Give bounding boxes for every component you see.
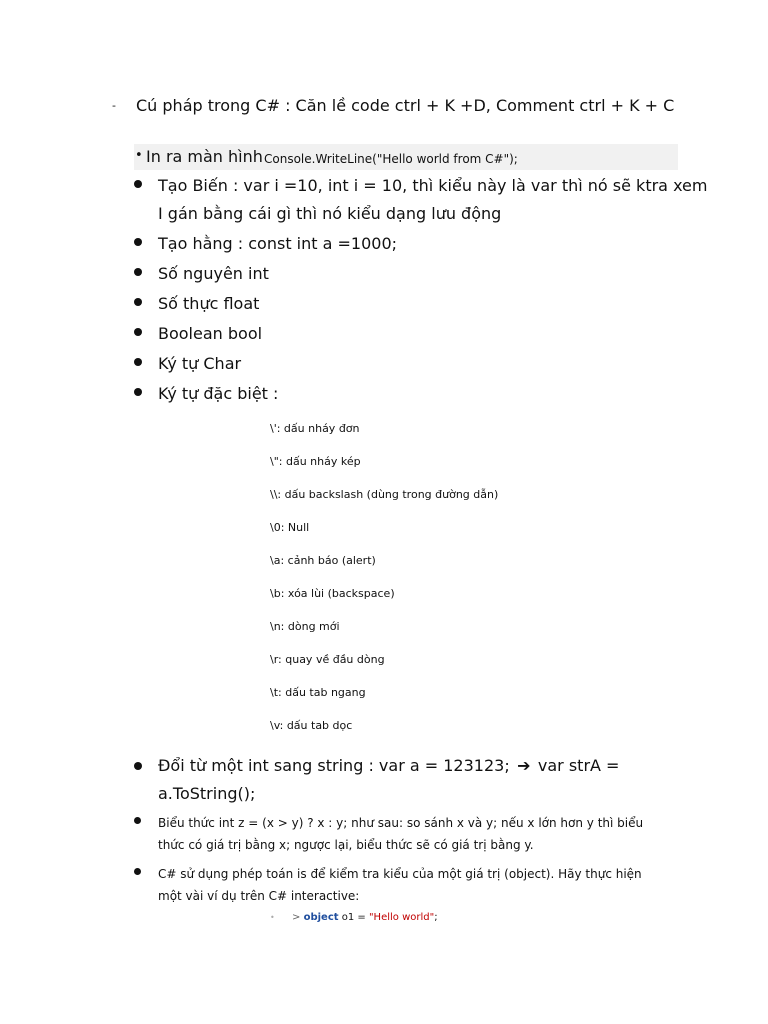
conversion-text-after: var strA = — [537, 756, 620, 775]
code-example-row — [270, 908, 530, 928]
code-example-line — [292, 908, 438, 928]
special-char-null: \0: Null — [270, 521, 310, 534]
bullet-float — [134, 290, 724, 320]
special-char-backspace: \b: xóa lùi (backspace) — [270, 587, 395, 600]
special-char-backslash: \\: dấu backslash (dùng trong đường dẫn) — [270, 488, 499, 501]
bullet-marker — [134, 268, 142, 276]
ternary-line-1: Biểu thức int z = (x > y) ? x : y; như sau: so sánh x và y; nếu x lớn hơn y thì biểu — [158, 816, 644, 830]
bullet-marker — [134, 358, 142, 366]
code-keyword-object: object — [303, 912, 339, 923]
bullet-marker — [134, 328, 142, 336]
bullet-marker — [134, 817, 141, 824]
ternary-line-2: thức có giá trị bằng x; ngược lại, biểu thức sẽ có giá trị bằng y. — [158, 838, 534, 852]
special-char-vertical-tab: \v: dấu tab dọc — [270, 719, 353, 732]
bullet-marker: • — [135, 148, 143, 163]
bullet-marker — [134, 762, 142, 770]
variable-line-1: Tạo Biến : var i =10, int i = 10, thì kiểu này là var thì nó sẽ ktra xem — [158, 176, 708, 195]
bool-text: Boolean bool — [158, 324, 263, 343]
float-text: Số thực float — [158, 294, 260, 313]
special-chars-title: Ký tự đặc biệt : — [158, 384, 279, 403]
bullet-special-chars — [134, 380, 724, 410]
bullet-marker — [134, 868, 141, 875]
special-char-horizontal-tab: \t: dấu tab ngang — [270, 686, 366, 699]
bullet-ternary-expression — [134, 812, 724, 858]
right-arrow-icon: ➔ — [517, 756, 531, 775]
print-item-label: In ra màn hình — [146, 147, 263, 166]
special-char-newline: \n: dòng mới — [270, 620, 340, 633]
constant-text: Tạo hằng : const int a =1000; — [158, 234, 398, 253]
bullet-create-constant — [134, 230, 724, 260]
syntax-heading-row — [112, 94, 732, 120]
conversion-text-before: Đổi từ một int sang string : var a = 123123; — [158, 756, 510, 775]
bullet-marker — [134, 388, 142, 396]
special-char-double-quote: \": dấu nháy kép — [270, 455, 361, 468]
char-text: Ký tự Char — [158, 354, 242, 373]
bullet-is-operator — [134, 863, 724, 909]
print-item-highlighted-row — [134, 144, 678, 170]
bullet-create-variable — [134, 172, 724, 230]
variable-line-2: I gán bằng cái gì thì nó kiểu dạng lưu động — [158, 204, 502, 223]
special-char-alert: \a: cảnh báo (alert) — [270, 554, 376, 567]
bullet-bool — [134, 320, 724, 350]
int-text: Số nguyên int — [158, 264, 269, 283]
code-string-literal: "Hello world" — [368, 912, 435, 923]
syntax-heading-text: Cú pháp trong C# : Căn lề code ctrl + K +D, Comment ctrl + K + C — [136, 96, 675, 115]
bullet-int — [134, 260, 724, 290]
bullet-int-to-string — [134, 752, 724, 810]
sub-bullet-marker: • — [270, 913, 275, 922]
bullet-char — [134, 350, 724, 380]
bullet-marker — [134, 298, 142, 306]
print-item-code: Console.WriteLine("Hello world from C#"); — [264, 152, 518, 166]
bullet-marker — [134, 238, 142, 246]
conversion-line-2: a.ToString(); — [158, 784, 256, 803]
special-char-single-quote: \': dấu nháy đơn — [270, 422, 360, 435]
code-prompt: > — [292, 912, 301, 923]
code-semicolon: ; — [434, 912, 438, 923]
is-operator-line-1: C# sử dụng phép toán is để kiểm tra kiểu của một giá trị (object). Hãy thực hiện — [158, 867, 642, 881]
dash-marker: - — [112, 99, 116, 112]
bullet-marker — [134, 180, 142, 188]
is-operator-line-2: một vài ví dụ trên C# interactive: — [158, 889, 360, 903]
code-variable-assignment: o1 = — [341, 912, 366, 923]
special-char-carriage-return: \r: quay về đầu dòng — [270, 653, 385, 666]
